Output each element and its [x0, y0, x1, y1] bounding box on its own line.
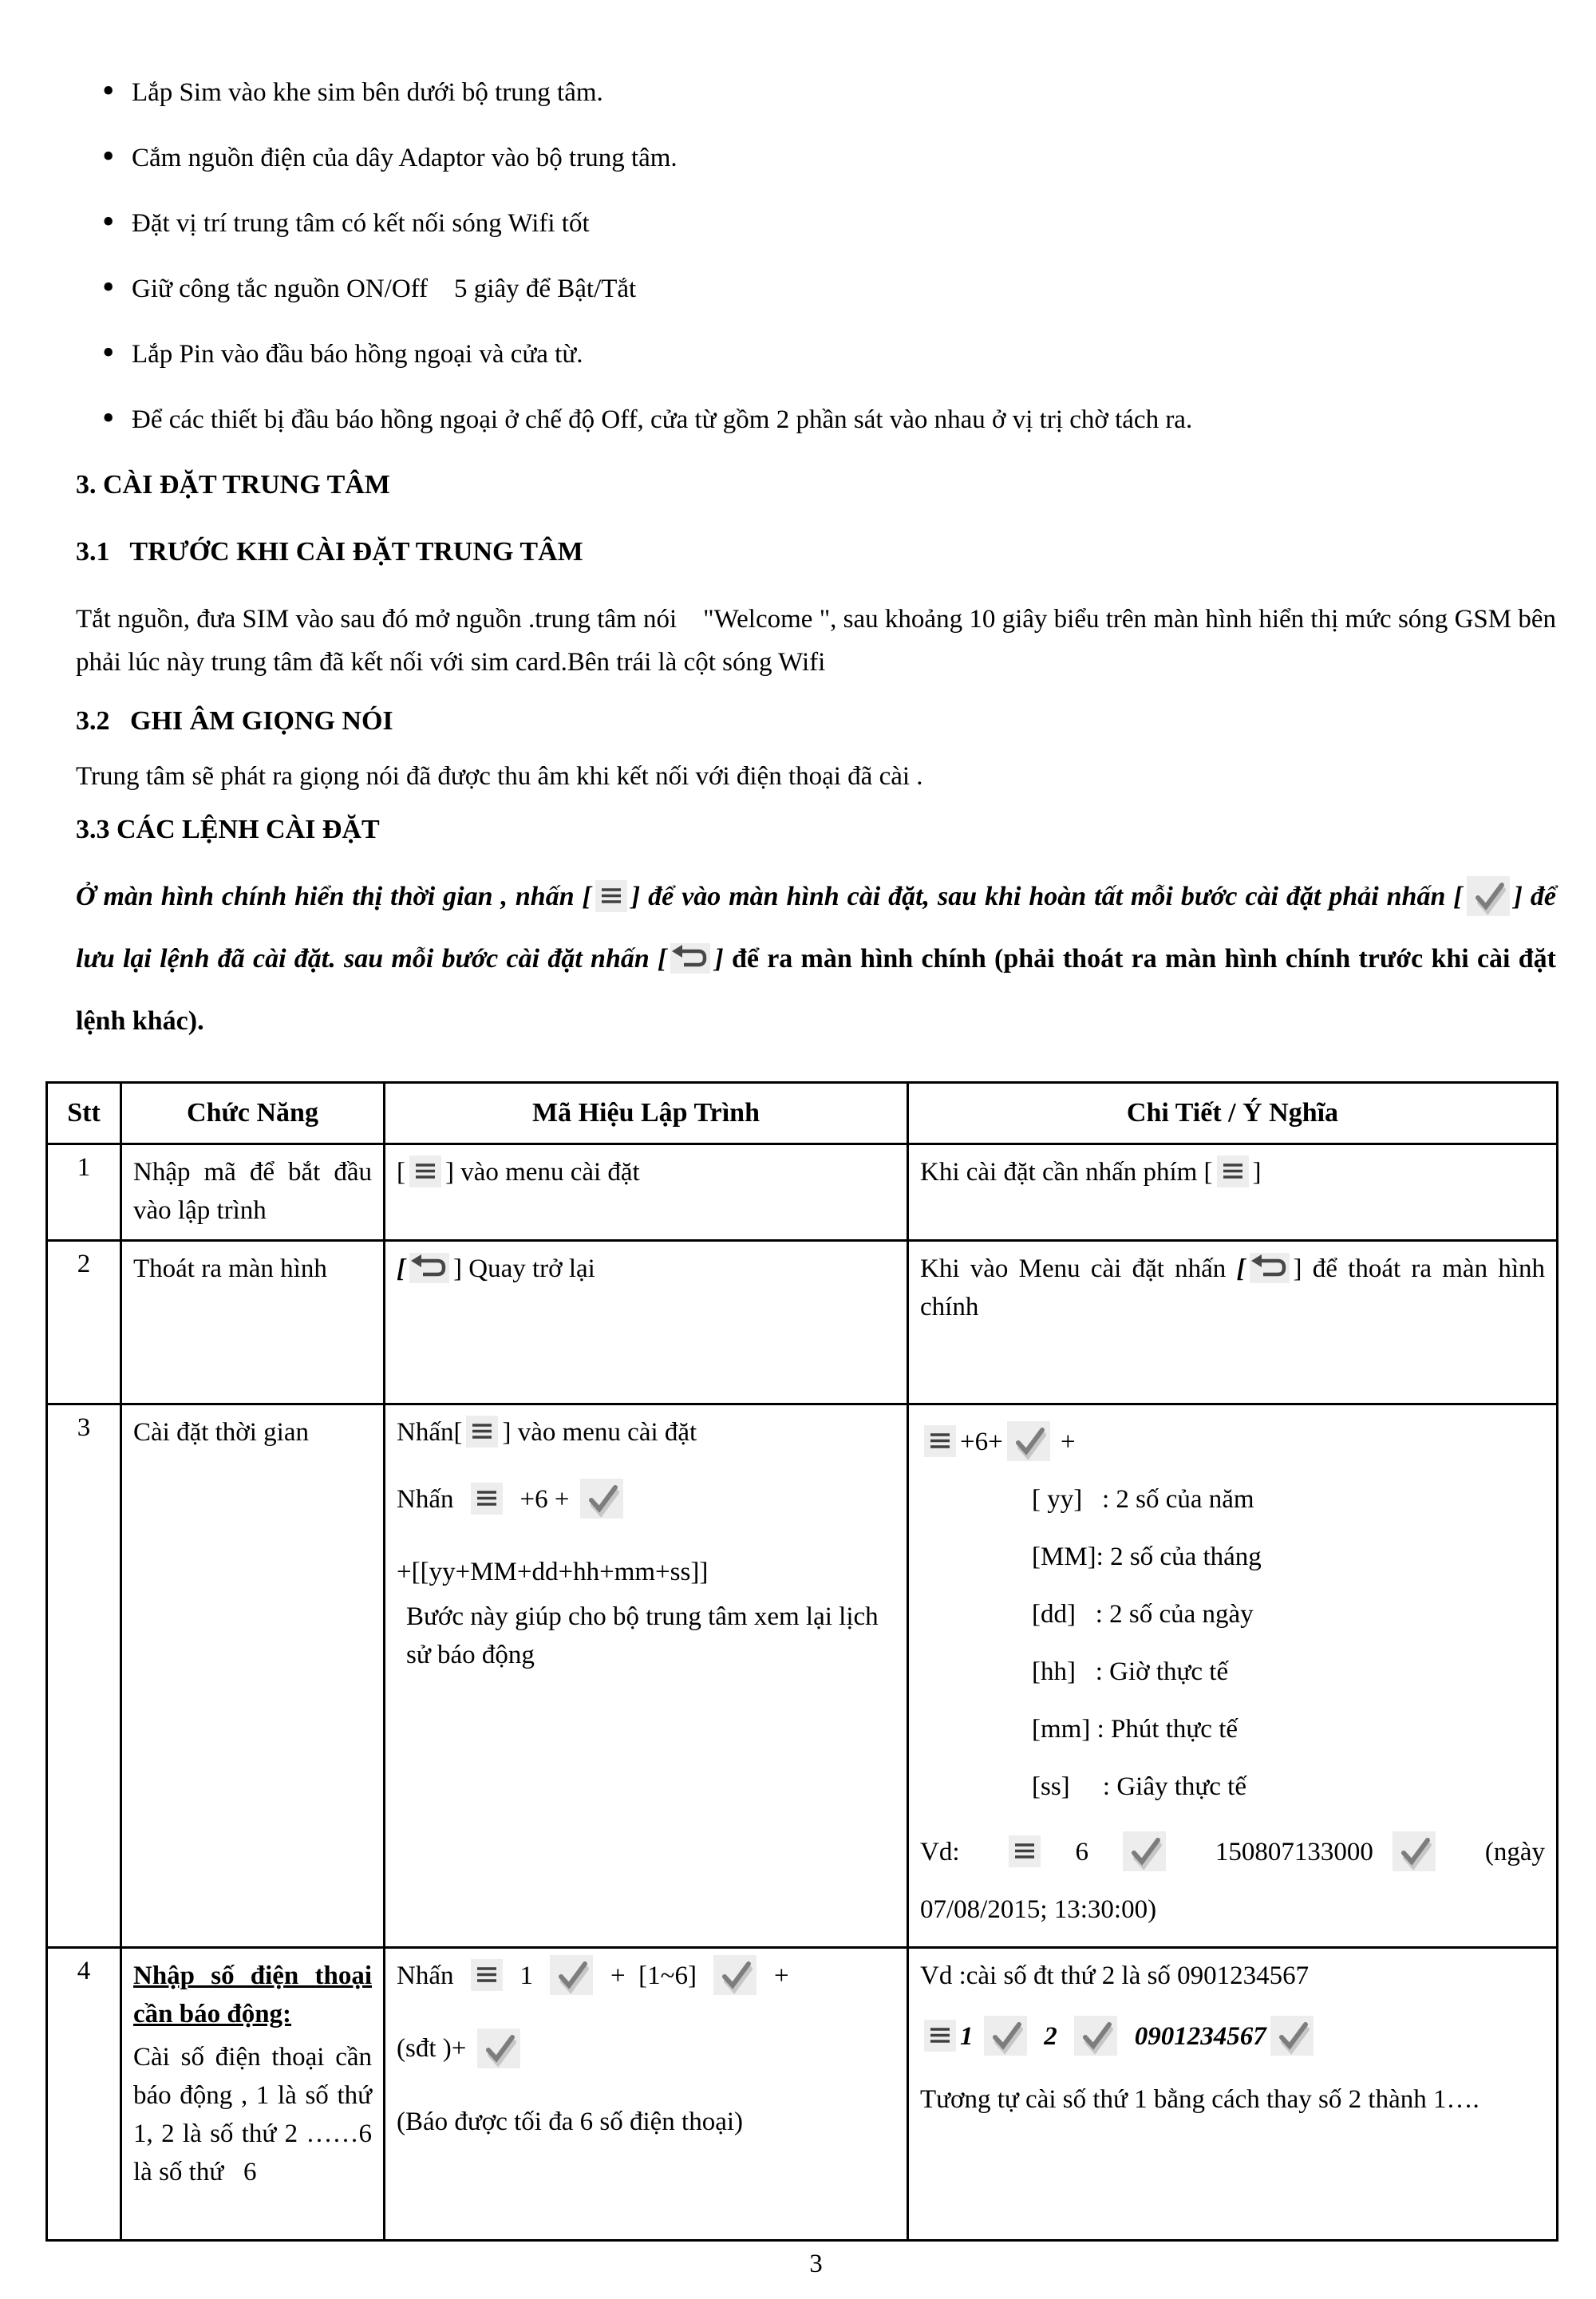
table-row — [47, 1404, 1558, 1948]
text-run: + — [1053, 1428, 1076, 1456]
check-icon — [1393, 1831, 1436, 1871]
check-icon — [1007, 1421, 1050, 1461]
text-run: Nhập số điện thoại cần báo động: — [133, 1961, 372, 2028]
parameter-list — [1032, 1471, 1545, 1815]
cell-text — [397, 2103, 895, 2141]
example-line — [920, 1823, 1545, 1938]
menu-icon — [471, 1959, 503, 1991]
text-run: +[[yy+MM+dd+hh+mm+ss]] — [397, 1558, 709, 1587]
table-row — [47, 1144, 1558, 1241]
text-run: ] vào menu cài đặt — [502, 1418, 697, 1447]
commands-table — [45, 1081, 1558, 2242]
list-item: • Cắm nguồn điện của dây Adaptor vào bộ trung tâm. — [76, 141, 1556, 175]
detail-cell — [908, 1241, 1558, 1404]
text-run: +6 + — [506, 1485, 576, 1514]
cell-text — [397, 1480, 895, 1521]
table-header-row — [47, 1083, 1558, 1144]
text-run: Nhấn — [397, 1961, 467, 1990]
text-run: Bước này giúp cho bộ trung tâm xem lại lịch sử báo động — [406, 1602, 879, 1670]
section-3-1-paragraph: Tắt nguồn, đưa SIM vào sau đó mở nguồn .trung tâm nói "Welcome ", sau khoảng 10 giây biểu trên màn hình hiển thị mức sóng GSM bên phải lúc này trung tâm đã kết nối với sim card.Bên trái là cột sóng Wifi — [76, 605, 1556, 677]
text-run: 150807133000 — [1169, 1838, 1389, 1866]
section-3-2-paragraph: Trung tâm sẽ phát ra giọng nói đã được thu âm khi kết nối với điện thoại đã cài . — [76, 762, 923, 791]
check-icon — [1123, 1831, 1166, 1871]
col-header-code: Mã Hiệu Lập Trình — [385, 1083, 908, 1144]
section-3-3-heading: 3.3 CÁC LỆNH CÀI ĐẶT — [76, 815, 380, 844]
text-run: (Báo được tối đa 6 số điện thoại) — [397, 2107, 743, 2136]
list-item: • Giữ công tắc nguồn ON/Off 5 giây để Bật/Tắt — [76, 272, 1556, 306]
cell-text — [133, 1413, 372, 1452]
text-run: ] Quay trở lại — [453, 1254, 595, 1283]
text-run: 1 — [506, 1961, 547, 1990]
parameter-line: [hh] : Giờ thực tế — [1032, 1657, 1229, 1686]
setup-bullet-list — [76, 76, 1556, 436]
text-run: Khi cài đặt cần nhấn phím [ — [920, 1158, 1213, 1187]
text-run: +6+ — [960, 1428, 1003, 1456]
text-run: Nhập mã để bắt đầu vào lập trình — [133, 1158, 372, 1225]
col-header-stt: Stt — [47, 1083, 121, 1144]
return-icon — [1250, 1253, 1290, 1283]
list-item: • Lắp Pin vào đầu báo hồng ngoại và cửa từ. — [76, 338, 1556, 371]
text-run: ] để vào màn hình cài đặt, sau khi hoàn tất mỗi bước cài đặt phải nhấn [ — [630, 882, 1463, 911]
text-run: ] — [1252, 1158, 1262, 1187]
check-icon — [1074, 2016, 1117, 2056]
cell-text — [397, 1413, 895, 1452]
cell-title — [133, 1957, 372, 2033]
parameter-line: [ss] : Giây thực tế — [1032, 1772, 1246, 1801]
section-3-heading: 3. CÀI ĐẶT TRUNG TÂM — [76, 470, 390, 500]
code-cell — [385, 1241, 908, 1404]
code-cell — [385, 1144, 908, 1241]
check-icon — [550, 1955, 593, 1995]
cell-text — [133, 1250, 372, 1288]
text-run: ] để thoát ra màn hình chính — [920, 1254, 1545, 1321]
row-number: 1 — [47, 1144, 121, 1241]
cell-text: Cài số điện thoại cần báo động , 1 là số thứ 1, 2 là số thứ 2 ……6 là số thứ 6 — [133, 2043, 372, 2186]
cell-text — [397, 2029, 895, 2070]
menu-icon — [471, 1483, 503, 1515]
cell-text — [920, 2017, 1545, 2058]
menu-icon — [409, 1155, 441, 1187]
function-cell — [121, 1241, 385, 1404]
parameter-line: [mm] : Phút thực tế — [1032, 1715, 1238, 1744]
example-line: Vd :cài số đt thứ 2 là số 0901234567 — [920, 1961, 1310, 1990]
text-run: Nhấn — [397, 1485, 467, 1514]
manual-page — [67, 76, 1556, 2279]
check-icon — [580, 1479, 623, 1519]
cell-text — [397, 1250, 895, 1288]
list-item: • Để các thiết bị đầu báo hồng ngoại ở chế độ Off, cửa từ gồm 2 phần sát vào nhau ở vị trị chờ tách ra. — [76, 403, 1556, 436]
text-run: Ở màn hình chính hiển thị thời gian , nhấn [ — [76, 882, 591, 911]
text-run: (ngày 07/08/2015; 13:30:00) — [920, 1838, 1546, 1924]
row-number: 2 — [47, 1241, 121, 1404]
text-run: ] — [714, 944, 732, 974]
text-run: Thoát ra màn hình — [133, 1254, 327, 1283]
menu-icon — [924, 2020, 956, 2052]
detail-cell — [908, 1404, 1558, 1948]
text-run: (sđt )+ — [397, 2034, 473, 2064]
list-item: • Đặt vị trí trung tâm có kết nối sóng Wifi tốt — [76, 207, 1556, 240]
row-number: 4 — [47, 1948, 121, 2241]
text-run: Cài đặt thời gian — [133, 1418, 309, 1447]
cell-text — [397, 1153, 895, 1191]
page-number: 3 — [809, 2250, 823, 2278]
text-run: [ — [1236, 1254, 1246, 1283]
list-item: • Lắp Sim vào khe sim bên dưới bộ trung tâm. — [76, 76, 1556, 109]
cell-text — [397, 1957, 895, 1997]
cell-text — [133, 1153, 372, 1230]
menu-icon — [1009, 1835, 1041, 1867]
cell-text — [920, 1413, 1545, 1471]
function-cell — [121, 1404, 385, 1948]
table-row — [47, 1241, 1558, 1404]
return-icon — [409, 1253, 449, 1283]
col-header-detail: Chi Tiết / Ý Nghĩa — [908, 1083, 1558, 1144]
check-icon — [477, 2028, 520, 2068]
parameter-line: [dd] : 2 số của ngày — [1032, 1600, 1254, 1629]
menu-icon — [466, 1416, 498, 1448]
text-run: ] để lưu lại lệnh đã cài đặt. sau mỗi bước cài đặt nhấn [ — [76, 882, 1556, 974]
menu-icon — [595, 880, 627, 912]
check-icon — [1270, 2016, 1314, 2056]
code-cell — [385, 1948, 908, 2241]
menu-icon — [924, 1425, 956, 1457]
text-run: 6 — [1045, 1838, 1119, 1866]
cell-text — [397, 1598, 895, 1674]
table-row — [47, 1948, 1558, 2241]
section-3-1-heading: 3.1 TRƯỚC KHI CÀI ĐẶT TRUNG TÂM — [76, 537, 583, 567]
text-run: + [1~6] — [597, 1961, 710, 1990]
function-cell — [121, 1948, 385, 2241]
text-run: Vd: — [920, 1838, 1005, 1866]
cell-text — [920, 1250, 1545, 1326]
text-run: Nhấn[ — [397, 1418, 463, 1447]
cell-text — [397, 1553, 895, 1591]
text-run: + — [760, 1961, 789, 1990]
check-icon — [984, 2016, 1027, 2056]
section-3-2-heading: 3.2 GHI ÂM GIỌNG NÓI — [76, 706, 393, 736]
row-number: 3 — [47, 1404, 121, 1948]
check-icon — [1467, 876, 1510, 916]
text-run: Khi vào Menu cài đặt nhấn — [920, 1254, 1237, 1283]
parameter-line: [MM]: 2 số của tháng — [1032, 1543, 1262, 1571]
code-cell — [385, 1404, 908, 1948]
detail-cell — [908, 1948, 1558, 2241]
text-run: 0901234567 — [1121, 2022, 1266, 2051]
check-icon — [713, 1955, 757, 1995]
col-header-function: Chức Năng — [121, 1083, 385, 1144]
text-run: ] vào menu cài đặt — [445, 1158, 640, 1187]
text-run: [ — [397, 1254, 405, 1283]
menu-icon — [1217, 1155, 1249, 1187]
function-cell — [121, 1144, 385, 1241]
text-run: 1 — [960, 2022, 980, 2051]
section-3-3-note — [76, 866, 1556, 1053]
text-run: để ra màn hình chính (phải thoát ra màn hình chính trước khi cài đặt lệnh khác). — [76, 944, 1556, 1036]
return-icon — [670, 943, 710, 974]
text-run: 2 — [1030, 2022, 1071, 2051]
cell-text: Tương tự cài số thứ 1 bằng cách thay số 2 thành 1…. — [920, 2085, 1479, 2115]
parameter-line: [ yy] : 2 số của năm — [1032, 1485, 1254, 1514]
cell-text — [920, 1153, 1545, 1191]
detail-cell — [908, 1144, 1558, 1241]
text-run: [ — [397, 1158, 405, 1187]
